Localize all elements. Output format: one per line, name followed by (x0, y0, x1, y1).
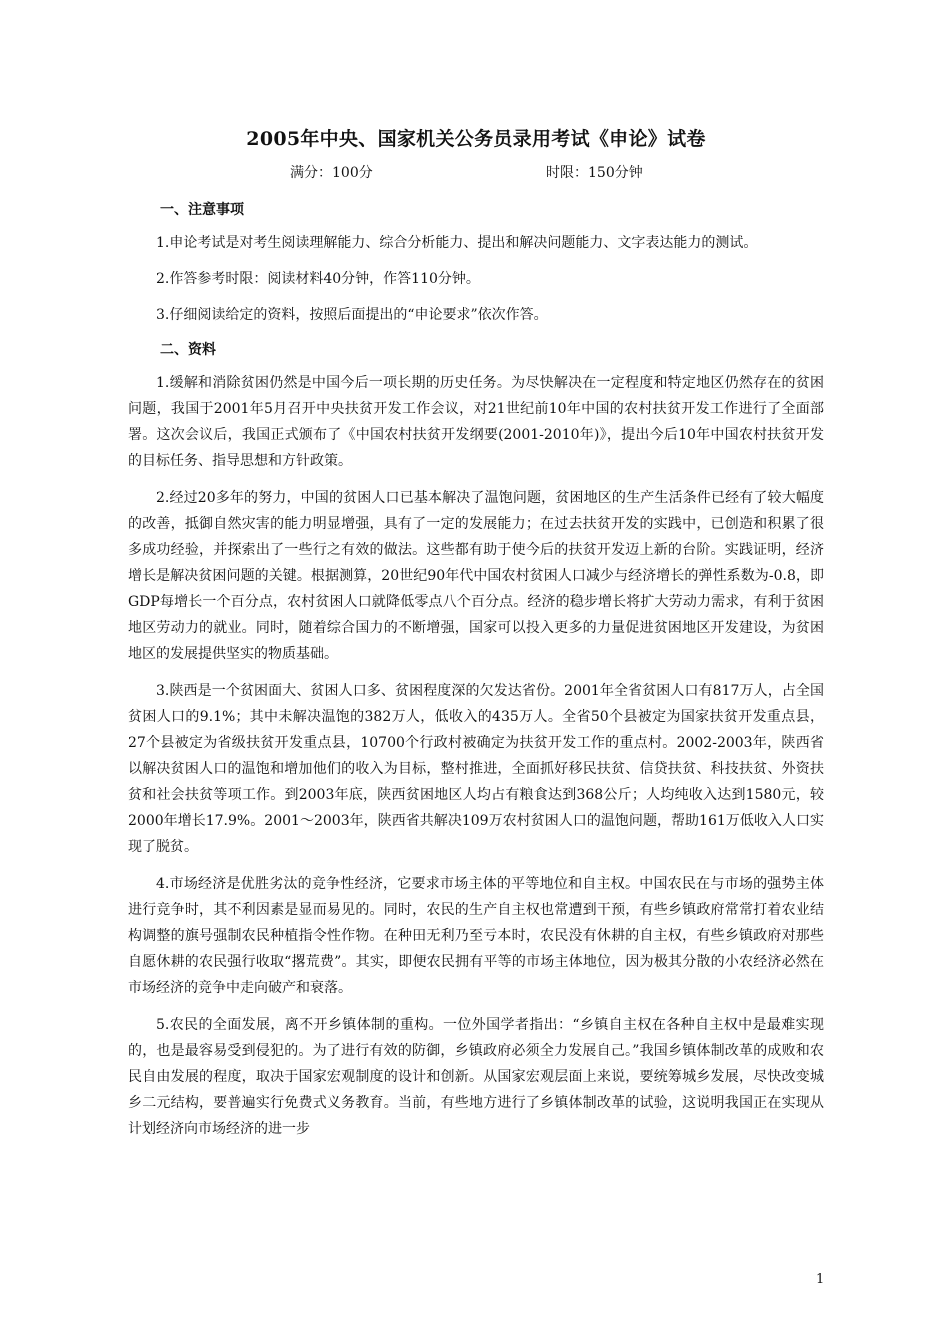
notes-heading: 一、注意事项 (160, 202, 244, 218)
time-limit: 时限：150分钟 (546, 165, 643, 181)
document-page (128, 124, 824, 1153)
exam-meta (128, 162, 824, 188)
material-paragraph: 5.农民的全面发展，离不开乡镇体制的重构。一位外国学者指出：“乡镇自主权在各种自主权中是最难实现的，也是最容易受到侵犯的。为了进行有效的防御，乡镇政府必须全力发展自己。”我国乡镇体制改革的成败和农民自由发展的程度，取决于国家宏观制度的设计和创新。从国家宏观层面上来说，要统筹城乡发展，尽快改变城乡二元结构，要普遍实行免费式义务教育。当前，有些地方进行了乡镇体制改革的试验，这说明我国正在实现从计划经济向市场经济的进一步 (128, 1017, 824, 1137)
material-paragraph: 1.缓解和消除贫困仍然是中国今后一项长期的历史任务。为尽快解决在一定程度和特定地区仍然存在的贫困问题，我国于2001年5月召开中央扶贫开发工作会议，对21世纪前10年中国的农村扶贫开发工作进行了全面部署。这次会议后，我国正式颁布了《中国农村扶贫开发纲要(2001-2010年)》，提出今后10年中国农村扶贫开发的目标任务、指导思想和方针政策。 (128, 375, 824, 469)
notes-item: 3.仔细阅读给定的资料，按照后面提出的“申论要求”依次作答。 (156, 307, 548, 323)
material-paragraph: 2.经过20多年的努力，中国的贫困人口已基本解决了温饱问题，贫困地区的生产生活条件已经有了较大幅度的改善，抵御自然灾害的能力明显增强，具有了一定的发展能力；在过去扶贫开发的实践中，已创造和积累了很多成功经验，并探索出了一些行之有效的做法。这些都有助于使今后的扶贫开发迈上新的台阶。实践证明，经济增长是解决贫困问题的关键。根据测算，20世纪90年代中国农村贫困人口减少与经济增长的弹性系数为-0.8，即GDP每增长一个百分点，农村贫困人口就降低零点八个百分点。经济的稳步增长将扩大劳动力需求，有利于贫困地区劳动力的就业。同时，随着综合国力的不断增强，国家可以投入更多的力量促进贫困地区开发建设，为贫困地区的发展提供坚实的物质基础。 (128, 490, 824, 662)
material-paragraph: 4.市场经济是优胜劣汰的竞争性经济，它要求市场主体的平等地位和自主权。中国农民在与市场的强势主体进行竞争时，其不利因素是显而易见的。同时，农民的生产自主权也常遭到干预，有些乡镇政府常常打着农业结构调整的旗号强制农民种植指令性作物。在种田无利乃至亏本时，农民没有休耕的自主权，有些乡镇政府对那些自愿休耕的农民强行收取“撂荒费”。其实，即便农民拥有平等的市场主体地位，因为极其分散的小农经济必然在市场经济的竞争中走向破产和衰落。 (128, 876, 824, 996)
document-title: 2005年中央、国家机关公务员录用考试《申论》试卷 (246, 128, 706, 150)
notes-item: 1.申论考试是对考生阅读理解能力、综合分析能力、提出和解决问题能力、文字表达能力的测试。 (156, 235, 758, 251)
material-paragraph: 3.陕西是一个贫困面大、贫困人口多、贫困程度深的欠发达省份。2001年全省贫困人口有817万人，占全国贫困人口的9.1%；其中未解决温饱的382万人，低收入的435万人。全省50个县被定为国家扶贫开发重点县，27个县被定为省级扶贫开发重点县，10700个行政村被确定为扶贫开发工作的重点村。2002-2003年，陕西省以解决贫困人口的温饱和增加他们的收入为目标，整村推进，全面抓好移民扶贫、信贷扶贫、科技扶贫、外资扶贫和社会扶贫等项工作。到2003年底，陕西贫困地区人均占有粮食达到368公斤；人均纯收入达到1580元，较2000年增长17.9%。2001～2003年，陕西省共解决109万农村贫困人口的温饱问题，帮助161万低收入人口实现了脱贫。 (128, 683, 824, 855)
notes-item: 2.作答参考时限：阅读材料40分钟，作答110分钟。 (156, 271, 480, 287)
materials-section (128, 338, 824, 1142)
full-score: 满分：100分 (290, 165, 373, 181)
materials-heading: 二、资料 (160, 342, 216, 358)
notes-section (128, 198, 824, 328)
page-number: 1 (816, 1272, 825, 1287)
